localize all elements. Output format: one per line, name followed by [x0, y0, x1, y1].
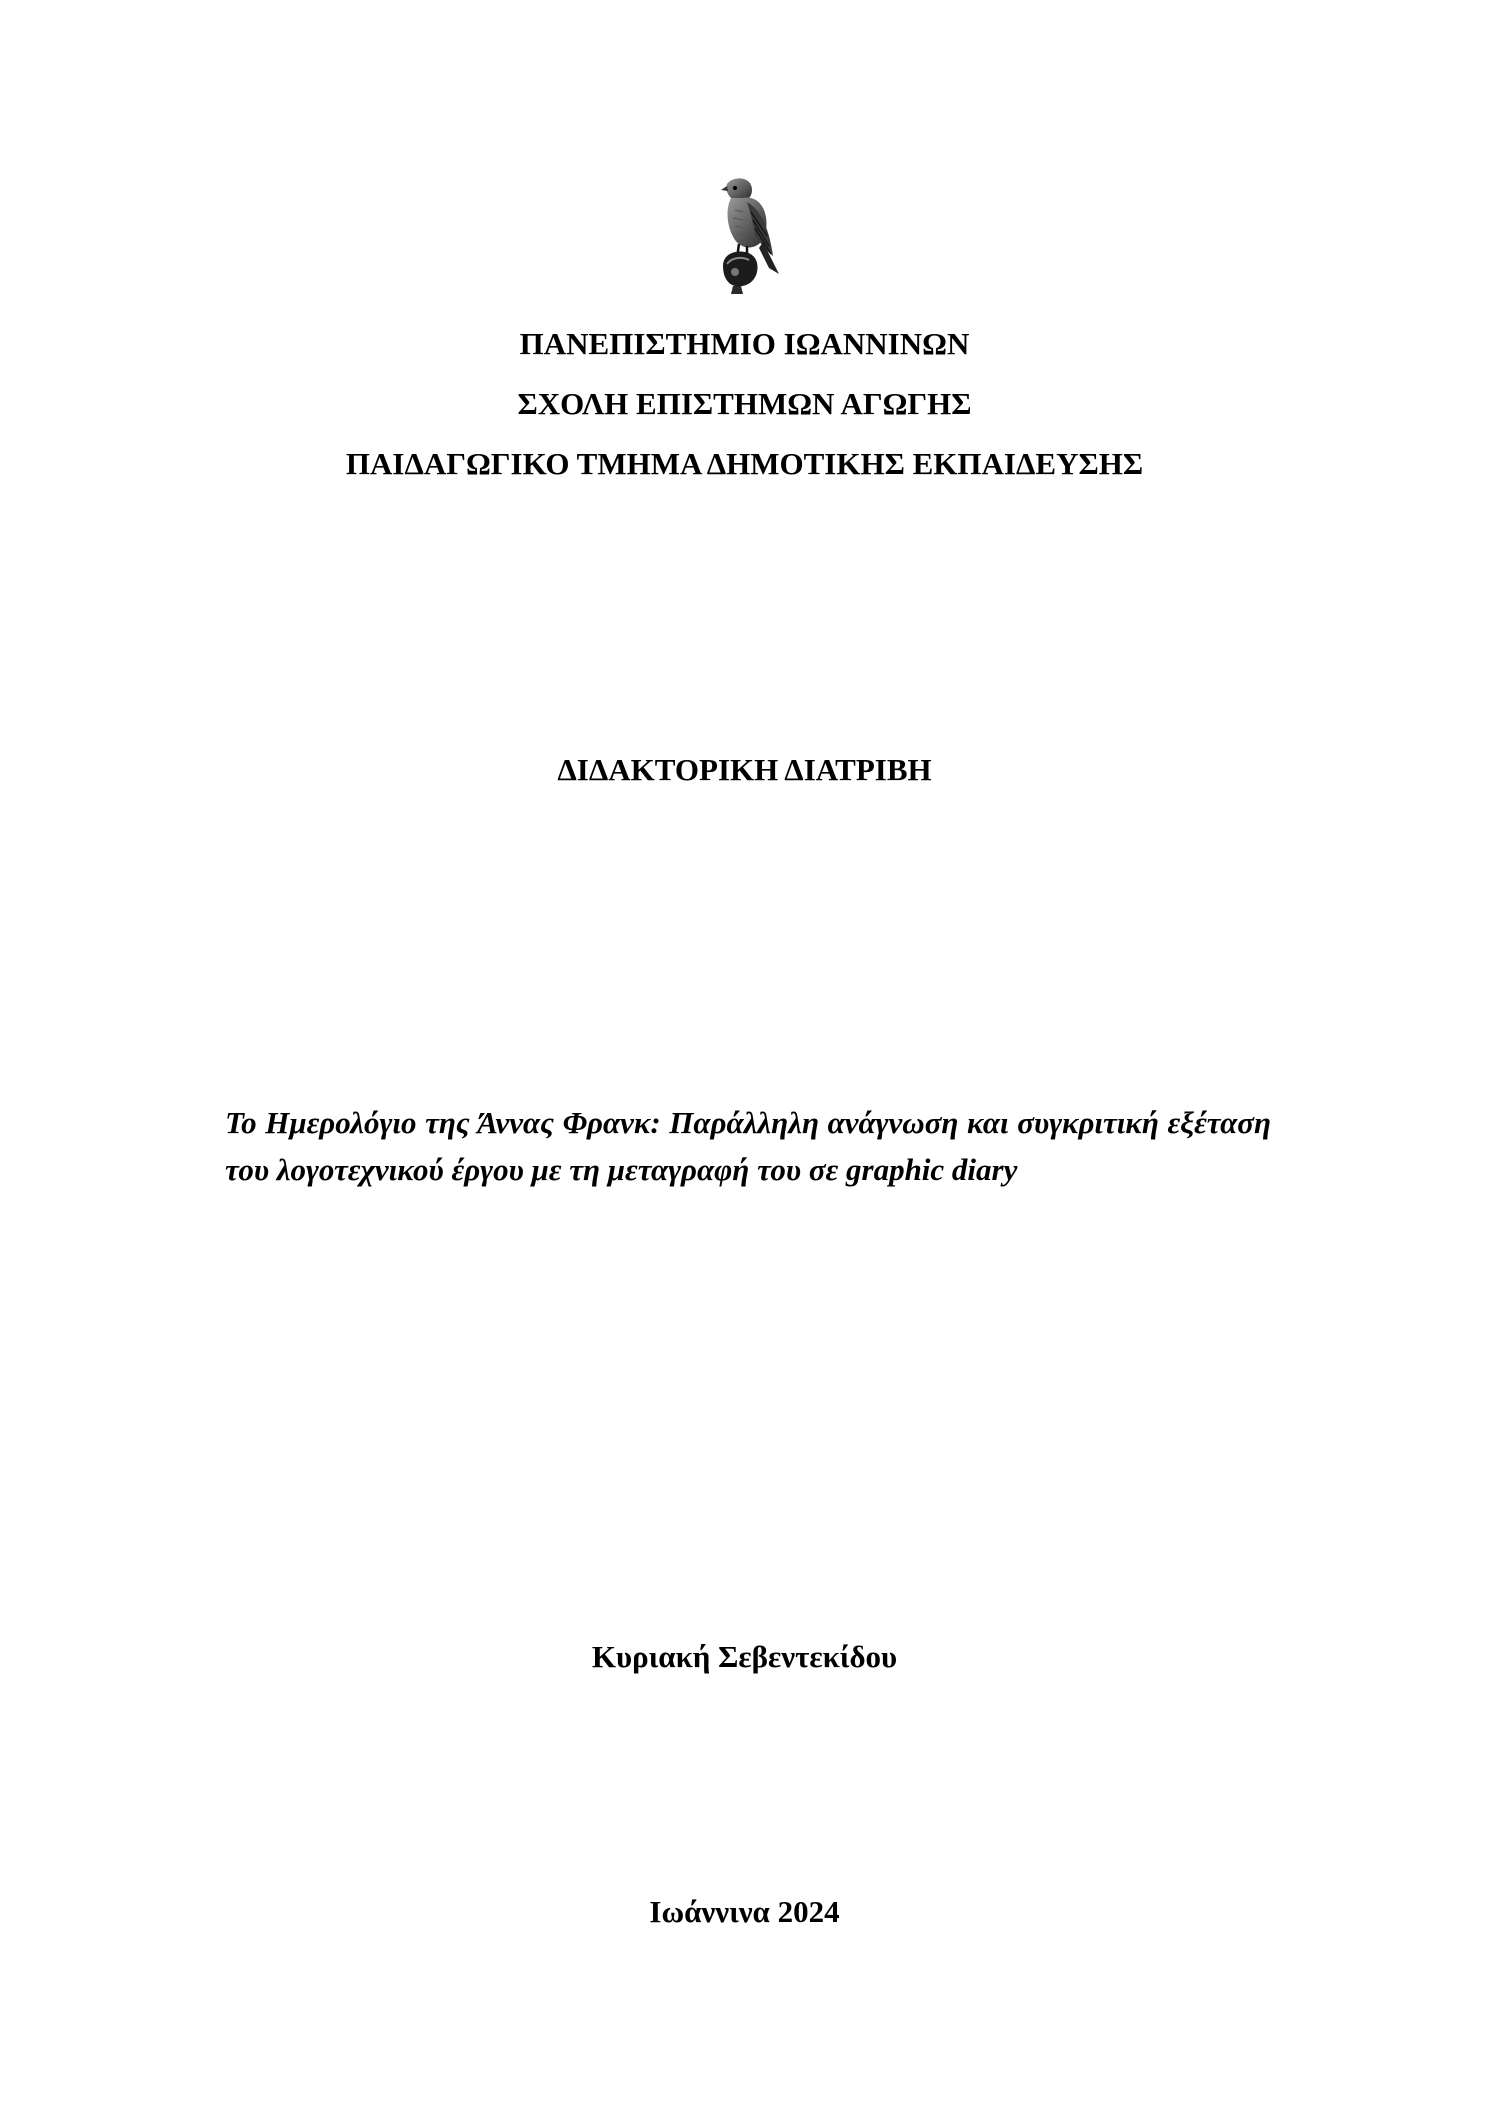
place-year: Ιωάννινα 2024: [649, 1894, 840, 1929]
university-name: ΠΑΝΕΠΙΣΤΗΜΙΟ ΙΩΑΝΝΙΝΩΝ: [519, 326, 970, 361]
owl-emblem-icon: [713, 176, 783, 296]
thesis-title: Το Ημερολόγιο της Άννας Φρανκ: Παράλληλη ανάγνωση και συγκριτική εξέταση του λογοτεχνικού έργου με τη μεταγραφή του σε graphic diary: [225, 1105, 1271, 1187]
author-name: Κυριακή Σεβεντεκίδου: [591, 1639, 898, 1674]
school-name: ΣΧΟΛΗ ΕΠΙΣΤΗΜΩΝ ΑΓΩΓΗΣ: [517, 386, 972, 421]
document-type: ΔΙΔΑΚΤΟΡΙΚΗ ΔΙΑΤΡΙΒΗ: [557, 752, 932, 787]
department-name: ΠΑΙΔΑΓΩΓΙΚΟ ΤΜΗΜΑ ΔΗΜΟΤΙΚΗΣ ΕΚΠΑΙΔΕΥΣΗΣ: [345, 446, 1144, 481]
